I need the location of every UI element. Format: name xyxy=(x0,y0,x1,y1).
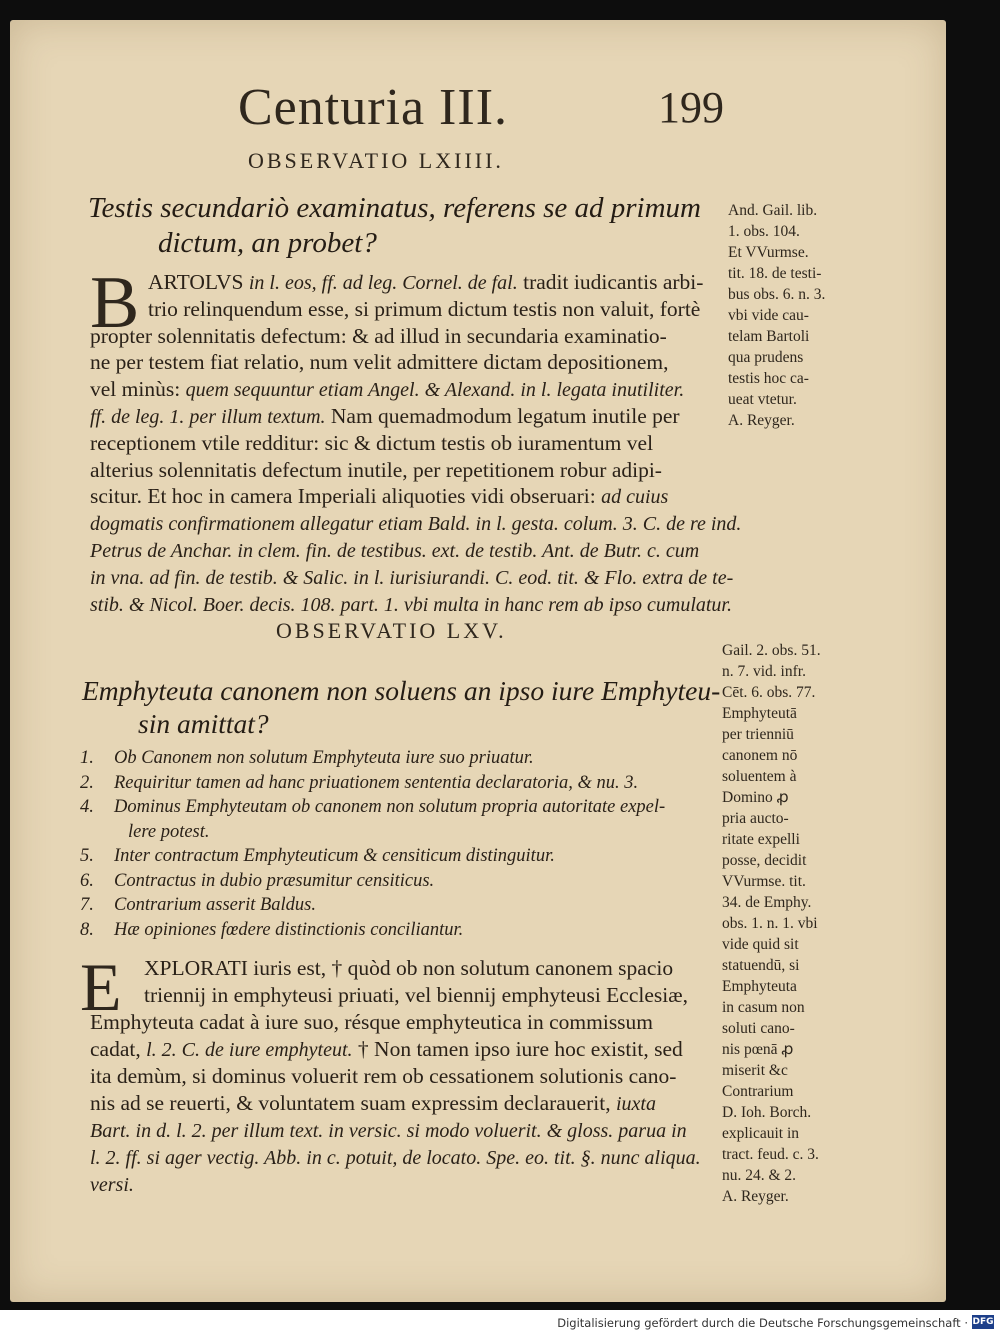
body-line: nis ad se reuerti, & voluntatem suam expressim declarauerit, iuxta xyxy=(90,1091,656,1115)
body-line: cadat, l. 2. C. de iure emphyteut. † Non tamen ipso iure hoc existit, sed xyxy=(90,1037,683,1061)
summary-item xyxy=(80,846,555,867)
summary-item xyxy=(80,773,638,794)
body-line: Emphyteuta cadat à iure suo, résque emphyteutica in commissum xyxy=(90,1010,654,1034)
summary-item xyxy=(80,871,434,892)
margin-note-line: And. Gail. lib. xyxy=(728,202,818,219)
summary-item xyxy=(80,822,210,843)
margin-note-line: A. Reyger. xyxy=(722,1188,789,1205)
drop-cap: E xyxy=(80,949,122,1025)
body-line: in vna. ad fin. de testib. & Salic. in l. iurisiurandi. C. eod. tit. & Flo. extra de te- xyxy=(90,566,734,589)
summary-text: lere potest. xyxy=(128,821,210,842)
margin-note-line: vbi vide cau- xyxy=(728,307,809,324)
margin-notes-1 xyxy=(728,200,825,431)
margin-note-line: Gail. 2. obs. 51. xyxy=(722,642,821,659)
margin-note-line: telam Bartoli xyxy=(728,328,810,345)
body-line: scitur. Et hoc in camera Imperiali aliquoties vidi obseruari: ad cuius xyxy=(90,484,669,509)
margin-note-line: canonem nō xyxy=(722,747,798,764)
summary-number: 8. xyxy=(80,919,94,940)
observation-heading-1: OBSERVATIO LXIIII. xyxy=(248,148,504,173)
margin-note-line: nu. 24. & 2. xyxy=(722,1167,797,1184)
margin-note-line: miserit &c xyxy=(722,1062,788,1079)
summary-item xyxy=(80,895,316,916)
margin-note-line: tract. feud. c. 3. xyxy=(722,1146,819,1163)
summary-number: 4. xyxy=(80,797,94,817)
body-line: trio relinquendum esse, si primum dictum testis non valuit, fortè xyxy=(148,296,701,321)
body-line: ne per testem fiat relatio, num velit admittere dictam depositionem, xyxy=(90,350,669,375)
margin-note-line: Domino ꝓ xyxy=(722,789,789,806)
margin-note-line: Cēt. 6. obs. 77. xyxy=(722,684,816,701)
margin-note-line: n. 7. vid. infr. xyxy=(722,663,806,680)
margin-note-line: obs. 1. n. 1. vbi xyxy=(722,915,818,932)
question-line: Testis secundariò examinatus, referens se ad primum xyxy=(88,192,701,224)
margin-notes-2 xyxy=(722,640,821,1207)
summary-item xyxy=(80,748,534,769)
margin-note-line: Et VVurmse. xyxy=(728,244,809,261)
body-line: Bart. in d. l. 2. per illum text. in versic. si modo voluerit. & gloss. parua in xyxy=(90,1120,687,1142)
margin-note-line: ritate expelli xyxy=(722,831,800,848)
margin-note-line: Emphyteutā xyxy=(722,705,797,722)
body-line: versi. xyxy=(90,1174,134,1196)
margin-note-line: Contrarium xyxy=(722,1083,794,1100)
margin-note-line: Emphyteuta xyxy=(722,978,797,995)
question-line: dictum, an probet? xyxy=(158,227,377,259)
summary-item xyxy=(80,920,463,941)
body-line: ARTOLVS in l. eos, ff. ad leg. Cornel. de fal. tradit iudicantis arbi- xyxy=(148,270,704,294)
margin-note-line: ueat vtetur. xyxy=(728,391,797,408)
summary-text: Hæ opiniones fœdere distinctionis conciliantur. xyxy=(114,919,464,940)
margin-note-line: soluentem à xyxy=(722,768,797,785)
body-line: dogmatis confirmationem allegatur etiam Bald. in l. gesta. colum. 3. C. de re ind. xyxy=(90,513,742,536)
margin-note-line: D. Ioh. Borch. xyxy=(722,1104,812,1121)
margin-note-line: explicauit in xyxy=(722,1125,800,1142)
question-line: sin amittat? xyxy=(138,708,269,739)
summary-text: Dominus Emphyteutam ob canonem non solutum propria autoritate expel- xyxy=(114,797,666,817)
summary-number: 7. xyxy=(80,895,94,915)
body-line: receptionem vtile redditur: sic & dictum testis ob iuramentum vel xyxy=(90,430,654,455)
question-line: Emphyteuta canonem non soluens an ipso iure Emphyteu- xyxy=(82,675,721,706)
margin-note-line: per trienniū xyxy=(722,726,794,743)
summary-text: Contractus in dubio præsumitur censiticus. xyxy=(114,870,435,891)
margin-note-line: VVurmse. tit. xyxy=(722,873,806,890)
margin-note-line: in casum non xyxy=(722,999,805,1016)
book-page xyxy=(10,20,946,1302)
body-line: propter solennitatis defectum: & ad illud in secundaria examinatio- xyxy=(90,323,667,348)
summary-number: 1. xyxy=(80,748,94,768)
margin-note-line: vide quid sit xyxy=(722,936,799,953)
summary-number: 6. xyxy=(80,870,94,891)
margin-note-line: statuendū, si xyxy=(722,957,800,974)
body-line: l. 2. ff. si ager vectig. Abb. in c. potuit, de locato. Spe. eo. tit. §. nunc aliqua. xyxy=(90,1147,701,1169)
margin-note-line: qua prudens xyxy=(728,349,804,366)
margin-note-line: A. Reyger. xyxy=(728,412,795,429)
drop-cap: B xyxy=(90,262,140,344)
body-line: ff. de leg. 1. per illum textum. Nam quemadmodum legatum inutile per xyxy=(90,404,680,428)
margin-note-line: 34. de Emphy. xyxy=(722,894,812,911)
body-line: triennij in emphyteusi priuati, vel biennij emphyteusi Ecclesiæ, xyxy=(144,983,688,1007)
summary-text: Ob Canonem non solutum Emphyteuta iure suo priuatur. xyxy=(114,748,534,768)
margin-note-line: nis pœnā ꝓ xyxy=(722,1041,794,1058)
margin-note-line: soluti cano- xyxy=(722,1020,795,1037)
summary-number: 2. xyxy=(80,772,94,793)
margin-note-line: testis hoc ca- xyxy=(728,370,809,387)
observation-heading-2: OBSERVATIO LXV. xyxy=(276,618,507,643)
summary-text: Contrarium asserit Baldus. xyxy=(114,895,316,915)
summary-number: 5. xyxy=(80,846,94,866)
margin-note-line: 1. obs. 104. xyxy=(728,223,800,240)
body-line: alterius solennitatis defectum inutile, per repetitionem robur adipi- xyxy=(90,457,662,482)
body-line: stib. & Nicol. Boer. decis. 108. part. 1. vbi multa in hanc rem ab ipso cumulatur. xyxy=(90,593,733,616)
body-line: ita demùm, si dominus voluerit rem ob cessationem solutionis cano- xyxy=(90,1064,677,1088)
body-line: Petrus de Anchar. in clem. fin. de testibus. ext. de testib. Ant. de Butr. c. cum xyxy=(90,540,700,562)
footer-credit: Digitalisierung gefördert durch die Deutsche Forschungsgemeinschaft · xyxy=(557,1316,968,1330)
dfg-logo: DFG xyxy=(972,1317,994,1327)
running-title: Centuria III. xyxy=(238,79,509,136)
body-line: XPLORATI iuris est, † quòd ob non solutum canonem spacio xyxy=(144,956,674,980)
margin-note-line: pria aucto- xyxy=(722,810,789,827)
margin-note-line: posse, decidit xyxy=(722,852,807,869)
summary-text: Inter contractum Emphyteuticum & censiticum distinguitur. xyxy=(114,846,555,866)
margin-note-line: bus obs. 6. n. 3. xyxy=(728,286,826,303)
summary-text: Requiritur tamen ad hanc priuationem sententia declaratoria, & nu. 3. xyxy=(114,772,639,793)
summary-item xyxy=(80,797,665,818)
page-number: 199 xyxy=(658,83,724,132)
margin-note-line: tit. 18. de testi- xyxy=(728,265,822,282)
body-line: vel minùs: quem sequuntur etiam Angel. & Alexand. in l. legata inutiliter. xyxy=(90,377,685,402)
